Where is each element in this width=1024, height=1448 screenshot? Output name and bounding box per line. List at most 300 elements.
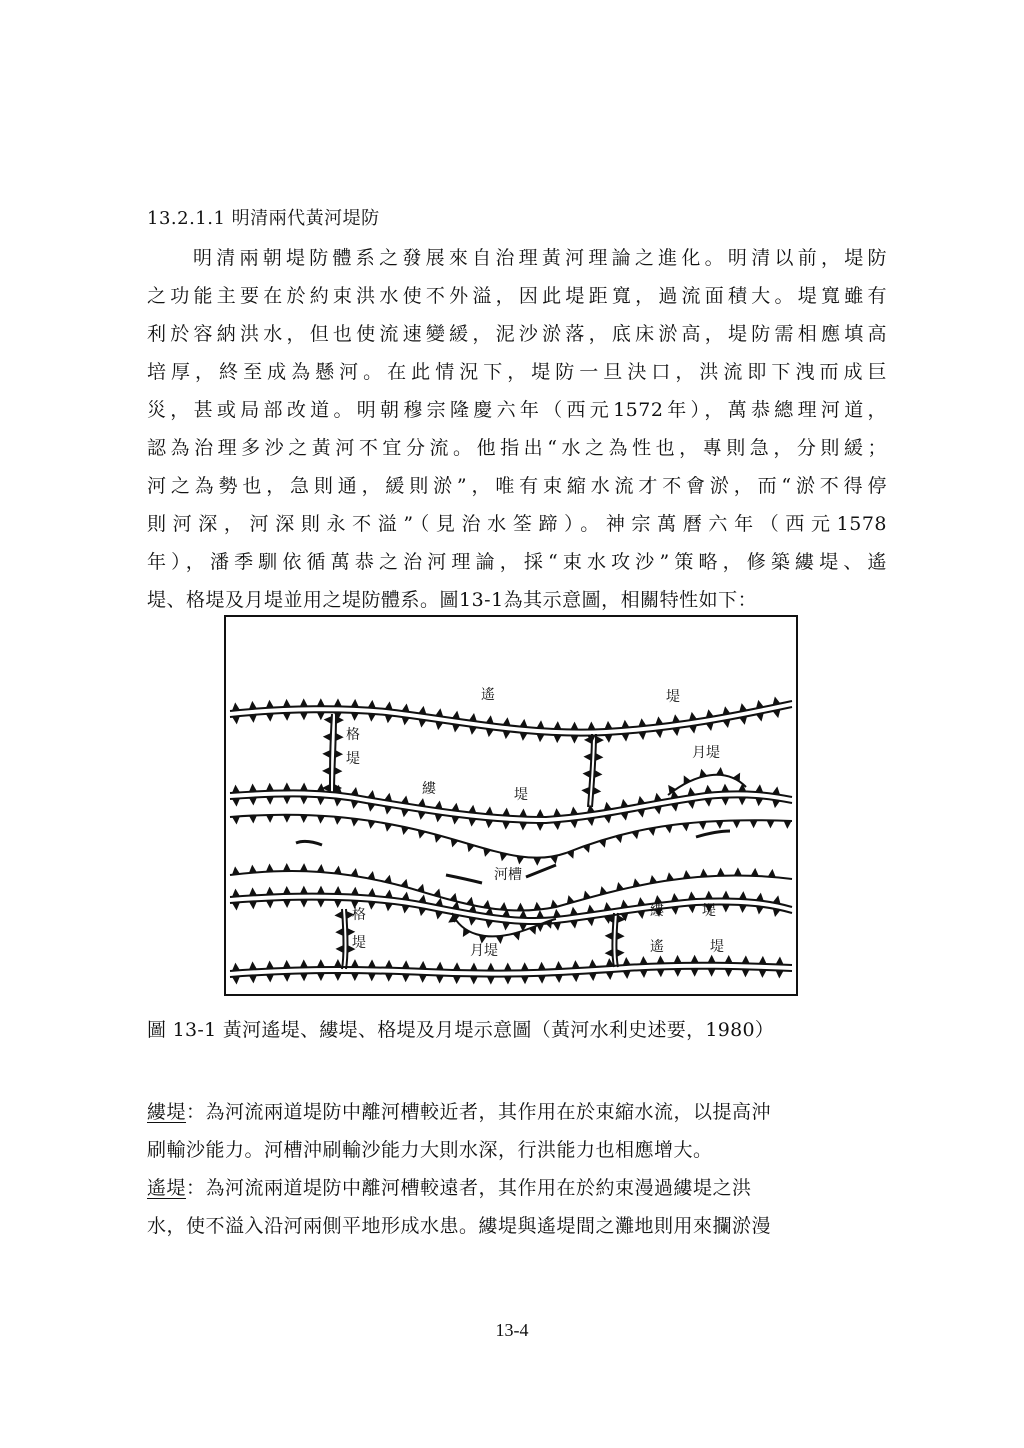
levee-tooth: [283, 782, 291, 790]
levee-tooth: [385, 903, 393, 911]
levee-tooth: [486, 729, 494, 737]
label-yao-lower-2: 堤: [710, 939, 724, 955]
paragraph-line: 明清兩朝堤防體系之發展來自治理黃河理論之進化。明清以前，堤防: [193, 247, 887, 269]
levee-tooth: [759, 956, 767, 964]
levee-tooth: [536, 823, 544, 831]
levee-tooth: [384, 823, 392, 832]
paragraph-line: 認為治理多沙之黃河不宜分流。他指出“水之為性也，專則急，分則緩；: [147, 437, 887, 459]
levee-tooth: [266, 797, 274, 805]
levee-tooth: [232, 798, 240, 806]
levee-tooth: [623, 971, 631, 979]
flow-mark: [296, 841, 322, 845]
levee-tooth: [232, 785, 240, 793]
levee-tooth: [721, 784, 729, 792]
levee-tooth: [385, 715, 393, 723]
label-lv-upper-2: 堤: [514, 787, 528, 803]
levee-tooth: [249, 975, 257, 983]
levee-tooth: [401, 809, 409, 818]
page-number: 13-4: [495, 1320, 529, 1340]
levee-tooth: [368, 888, 376, 896]
levee-tooth: [351, 818, 359, 826]
levee-tooth: [767, 820, 775, 828]
levee-tooth: [436, 975, 444, 983]
levee-tooth: [336, 733, 344, 741]
levee-tooth: [621, 812, 629, 821]
levee-tooth: [553, 922, 561, 930]
levee-tooth: [589, 959, 597, 967]
levee-tooth: [537, 734, 545, 742]
levee-tooth: [725, 969, 733, 977]
term-lv-di: 縷堤: [147, 1101, 187, 1123]
levee-tooth: [742, 969, 750, 977]
levee-tooth: [232, 889, 240, 897]
levee-tooth: [596, 736, 604, 744]
levee-tooth: [648, 827, 656, 836]
levee-tooth: [705, 891, 713, 899]
label-ge-upper-1: 格: [346, 727, 360, 743]
levee-tooth: [671, 893, 679, 901]
levee-tooth: [722, 904, 730, 912]
flow-mark: [526, 865, 556, 877]
levee-tooth: [751, 868, 759, 876]
levee-tooth: [674, 969, 682, 977]
levee-tooth: [604, 902, 612, 910]
levee-tooth: [620, 900, 628, 908]
levee-tooth: [487, 963, 495, 971]
levee-tooth: [317, 797, 325, 805]
levee-tooth: [418, 719, 426, 727]
levee-tooth: [402, 905, 410, 913]
levee-tooth: [418, 894, 426, 903]
levee-tooth: [436, 962, 444, 970]
levee-tooth: [323, 733, 331, 741]
levee-tooth: [604, 802, 612, 811]
levee-tooth: [249, 797, 257, 805]
levee-tooth: [742, 955, 750, 963]
levee-tooth: [555, 961, 563, 969]
levee-tooth: [418, 811, 426, 820]
levee-tooth: [503, 731, 511, 739]
levee-tooth: [300, 959, 308, 967]
levee-tooth: [570, 907, 578, 915]
levee-tooth: [733, 820, 741, 828]
levee-tooth: [638, 732, 646, 740]
levee-tooth: [502, 922, 510, 930]
levee-tooth: [469, 917, 477, 926]
levee-tooth: [755, 784, 763, 792]
definition-text: 刷輸沙能力。河槽沖刷輸沙能力大則水深，行洪能力也相應增大。: [147, 1139, 713, 1161]
levee-tooth: [385, 889, 393, 897]
paragraph-line: 培厚，終至成為懸河。在此情況下，堤防一旦決口，洪流即下洩而成巨: [147, 361, 887, 383]
levee-tooth: [300, 712, 308, 720]
levee-tooth: [768, 869, 776, 877]
levee-tooth: [689, 725, 697, 734]
levee-tooth: [738, 797, 746, 805]
levee-tooth: [334, 911, 342, 919]
levee-tooth: [435, 722, 443, 730]
levee-tooth: [300, 698, 308, 706]
label-ge-lower-1: 格: [352, 907, 366, 923]
levee-tooth: [672, 714, 680, 722]
levee-tooth: [453, 976, 461, 984]
levee-tooth: [657, 969, 665, 977]
levee-tooth: [335, 945, 343, 953]
levee-tooth: [335, 928, 343, 936]
levee-tooth: [300, 815, 308, 823]
levee-tooth: [232, 866, 240, 874]
levee-tooth: [572, 974, 580, 982]
definition-text: ：為河流兩道堤防中離河槽較遠者，其作用在於約束漫過縷堤之洪: [186, 1177, 752, 1199]
levee-tooth: [368, 973, 376, 981]
levee-tooth: [688, 800, 696, 809]
levee-tooth: [691, 969, 699, 977]
levee-tooth: [516, 856, 524, 864]
levee-tooth: [249, 701, 257, 709]
levee-tooth: [640, 970, 648, 978]
levee-tooth: [351, 800, 359, 809]
levee-tooth: [368, 714, 376, 722]
levee-tooth: [655, 730, 663, 738]
levee-tooth: [435, 708, 443, 716]
levee-tooth: [283, 713, 291, 721]
term-yao-di: 遙堤: [147, 1177, 187, 1199]
levee-tooth: [336, 716, 344, 724]
levee-tooth: [503, 717, 511, 725]
label-lv-lower-1: 縷: [650, 903, 664, 919]
levee-tooth: [553, 909, 561, 917]
levee-tooth: [655, 716, 663, 724]
levee-tooth: [723, 719, 731, 728]
levee-tooth: [334, 767, 342, 775]
levee-tooth: [384, 793, 392, 802]
levee-diagram: [224, 615, 798, 996]
levee-tooth: [367, 790, 375, 799]
levee-tooth: [401, 795, 409, 804]
levee-tooth: [451, 816, 459, 824]
levee-tooth: [266, 783, 274, 791]
levee-tooth: [671, 803, 679, 812]
flow-mark: [696, 831, 730, 837]
levee-drawing: [226, 617, 796, 994]
levee-tooth: [368, 700, 376, 708]
label-yao-top-1: 遙: [481, 687, 495, 703]
levee-tooth: [654, 793, 662, 802]
levee-tooth: [453, 962, 461, 970]
levee-tooth: [232, 976, 240, 984]
levee-tooth: [435, 801, 443, 809]
levee-tooth: [537, 720, 545, 728]
levee-tooth: [500, 902, 508, 910]
levee-tooth: [594, 770, 602, 778]
levee-tooth: [334, 959, 342, 967]
levee-tooth: [570, 806, 578, 814]
levee-tooth: [351, 868, 359, 877]
levee-tooth: [723, 706, 731, 715]
levee-tooth: [553, 822, 561, 830]
levee-tooth: [666, 872, 674, 880]
levee-tooth: [638, 718, 646, 726]
levee-tooth: [435, 814, 443, 822]
levee-tooth: [384, 806, 392, 815]
levee-tooth: [587, 722, 595, 730]
levee-tooth: [776, 970, 784, 978]
levee-tooth: [249, 815, 257, 823]
levee-tooth: [402, 892, 410, 900]
levee-tooth: [334, 698, 342, 706]
levee-tooth: [570, 920, 578, 928]
levee-tooth: [249, 887, 257, 895]
figure-caption: 圖 13-1 黃河遙堤、縷堤、格堤及月堤示意圖（黃河水利史述要，1980）: [147, 1019, 775, 1041]
levee-tooth: [334, 900, 342, 908]
levee-tooth: [621, 799, 629, 808]
levee-tooth: [700, 868, 708, 876]
levee-tooth: [755, 798, 763, 806]
label-yue-lower: 月堤: [470, 943, 498, 959]
paragraph-line: 災，甚或局部改道。明朝穆宗隆慶六年（西元1572年），萬恭總理河道，: [147, 399, 887, 421]
levee-tooth: [772, 786, 780, 795]
levee-tooth: [487, 977, 495, 985]
levee-tooth: [553, 735, 561, 743]
levee-tooth: [734, 867, 742, 875]
levee-tooth: [317, 712, 325, 720]
levee-tooth: [266, 961, 274, 969]
levee-tooth: [283, 900, 291, 908]
yao-di-top-inner: [230, 707, 792, 736]
levee-tooth: [640, 956, 648, 964]
levee-tooth: [419, 975, 427, 983]
levee-tooth: [776, 956, 784, 964]
levee-tooth: [351, 699, 359, 707]
levee-tooth: [368, 902, 376, 910]
levee-tooth: [739, 891, 747, 899]
levee-tooth: [334, 817, 342, 825]
levee-tooth: [708, 969, 716, 977]
levee-tooth: [674, 955, 682, 963]
levee-tooth: [688, 891, 696, 899]
levee-tooth: [283, 974, 291, 982]
levee-tooth: [283, 863, 291, 871]
levee-tooth: [367, 803, 375, 812]
levee-tooth: [266, 900, 274, 908]
levee-tooth: [725, 955, 733, 963]
levee-tooth: [232, 902, 240, 910]
levee-tooth: [351, 787, 359, 796]
levee-tooth: [232, 816, 240, 824]
levee-tooth: [317, 959, 325, 967]
levee-tooth: [418, 706, 426, 714]
levee-tooth: [721, 797, 729, 805]
levee-tooth: [689, 712, 697, 721]
levee-tooth: [519, 809, 527, 817]
levee-tooth: [266, 974, 274, 982]
levee-tooth: [300, 886, 308, 894]
levee-tooth: [232, 702, 240, 710]
levee-tooth: [708, 955, 716, 963]
label-lv-upper-1: 縷: [422, 781, 436, 797]
levee-tooth: [519, 822, 527, 830]
levee-tooth: [322, 750, 330, 758]
levee-tooth: [324, 716, 332, 724]
levee-tooth: [385, 974, 393, 982]
levee-tooth: [717, 868, 725, 876]
levee-tooth: [334, 798, 342, 806]
levee-tooth: [317, 900, 325, 908]
levee-tooth: [351, 973, 359, 981]
levee-tooth: [570, 736, 578, 744]
levee-tooth: [402, 974, 410, 982]
levee-tooth: [605, 949, 613, 957]
label-lv-lower-2: 堤: [702, 903, 716, 919]
levee-tooth: [266, 714, 274, 722]
levee-tooth: [637, 911, 645, 919]
levee-tooth: [593, 787, 601, 795]
levee-tooth: [706, 709, 714, 718]
levee-tooth: [621, 720, 629, 728]
levee-tooth: [419, 961, 427, 969]
levee-tooth: [368, 820, 376, 829]
levee-tooth: [300, 863, 308, 871]
levee-tooth: [322, 767, 330, 775]
levee-tooth: [584, 736, 592, 744]
levee-tooth: [706, 722, 714, 731]
levee-tooth: [402, 717, 410, 725]
levee-tooth: [502, 808, 510, 816]
levee-tooth: [520, 733, 528, 741]
levee-tooth: [572, 960, 580, 968]
levee-tooth: [583, 753, 591, 761]
levee-tooth: [617, 932, 625, 940]
levee-tooth: [716, 821, 724, 829]
definition-text: ：為河流兩道堤防中離河槽較近者，其作用在於束縮水流，以提高沖: [186, 1101, 772, 1123]
definition-text: 水，使不溢入沿河兩側平地形成水患。縷堤與遙堤間之灘地則用來攔淤漫: [147, 1215, 772, 1237]
levee-tooth: [691, 955, 699, 963]
levee-tooth: [587, 818, 595, 826]
levee-tooth: [606, 972, 614, 980]
levee-tooth: [759, 970, 767, 978]
levee-tooth: [621, 733, 629, 741]
levee-tooth: [483, 900, 491, 909]
levee-tooth: [750, 820, 758, 828]
levee-tooth: [688, 905, 696, 913]
levee-tooth: [704, 798, 712, 806]
levee-tooth: [385, 701, 393, 709]
levee-tooth: [402, 703, 410, 711]
levee-tooth: [616, 949, 624, 957]
levee-tooth: [595, 753, 603, 761]
paragraph-line: 利於容納洪水，但也使流速變緩，泥沙淤落，底床淤高，堤防需相應填高: [147, 323, 887, 345]
levee-tooth: [351, 959, 359, 967]
levee-tooth: [649, 875, 657, 884]
levee-tooth: [317, 973, 325, 981]
paragraph-line: 堤、格堤及月堤並用之堤防體系。圖13-1為其示意圖，相關特性如下：: [147, 589, 758, 611]
levee-tooth: [682, 823, 690, 831]
levee-tooth: [784, 821, 792, 829]
levee-tooth: [587, 904, 595, 912]
levee-tooth: [570, 820, 578, 828]
levee-tooth: [688, 787, 696, 796]
levee-tooth: [283, 699, 291, 707]
levee-tooth: [534, 902, 542, 910]
paragraph-line: 河之為勢也，急則通，緩則淤”，唯有束縮水流才不會淤，而“淤不得停: [147, 475, 887, 497]
levee-tooth: [300, 973, 308, 981]
levee-tooth: [739, 905, 747, 913]
levee-tooth: [536, 910, 544, 918]
label-yao-lower-1: 遙: [650, 939, 664, 955]
levee-tooth: [468, 805, 476, 813]
levee-tooth: [538, 976, 546, 984]
levee-tooth: [553, 721, 561, 729]
levee-tooth: [283, 796, 291, 804]
levee-tooth: [283, 960, 291, 968]
levee-tooth: [469, 713, 477, 721]
levee-tooth: [418, 908, 426, 917]
levee-tooth: [604, 815, 612, 824]
levee-tooth: [485, 820, 493, 828]
levee-tooth: [283, 815, 291, 823]
levee-tooth: [335, 750, 343, 758]
levee-tooth: [533, 858, 541, 866]
levee-tooth: [300, 900, 308, 908]
levee-tooth: [583, 770, 591, 778]
levee-tooth: [536, 809, 544, 817]
label-yao-top-2: 堤: [666, 689, 680, 705]
levee-tooth: [249, 961, 257, 969]
levee-tooth: [589, 973, 597, 981]
label-channel: 河槽: [494, 867, 522, 883]
levee-tooth: [665, 825, 673, 833]
label-yue-upper: 月堤: [692, 745, 720, 761]
paragraph-line: 則河深，河深則永不溢”（見治水筌蹄）。神宗萬曆六年（西元1578: [147, 513, 887, 535]
levee-tooth: [468, 818, 476, 826]
levee-tooth: [504, 963, 512, 971]
levee-tooth: [232, 963, 240, 971]
levee-tooth: [485, 806, 493, 814]
levee-tooth: [266, 815, 274, 823]
levee-tooth: [683, 870, 691, 878]
levee-tooth: [351, 713, 359, 721]
levee-tooth: [704, 785, 712, 793]
levee-tooth: [502, 821, 510, 829]
levee-tooth: [756, 906, 764, 914]
levee-tooth: [657, 955, 665, 963]
levee-tooth: [772, 800, 780, 809]
levee-tooth: [570, 722, 578, 730]
levee-tooth: [334, 866, 342, 874]
levee-tooth: [654, 806, 662, 815]
levee-tooth: [351, 887, 359, 895]
levee-tooth: [605, 932, 613, 940]
levee-tooth: [581, 787, 589, 795]
levee-tooth: [232, 716, 240, 724]
levee-tooth: [385, 960, 393, 968]
paragraph-line: 年），潘季馴依循萬恭之治河理論，採“束水攻沙”策略，修築縷堤、遙: [147, 551, 887, 573]
levee-tooth: [300, 796, 308, 804]
levee-tooth: [587, 918, 595, 926]
levee-tooth: [249, 715, 257, 723]
levee-tooth: [469, 726, 477, 734]
levee-tooth: [300, 783, 308, 791]
levee-tooth: [334, 886, 342, 894]
levee-tooth: [470, 976, 478, 984]
levee-tooth: [451, 803, 459, 811]
levee-tooth: [283, 886, 291, 894]
levee-tooth: [637, 897, 645, 905]
levee-tooth: [452, 724, 460, 732]
levee-tooth: [637, 809, 645, 818]
levee-tooth: [672, 728, 680, 736]
levee-tooth: [623, 957, 631, 965]
levee-tooth: [485, 920, 493, 928]
